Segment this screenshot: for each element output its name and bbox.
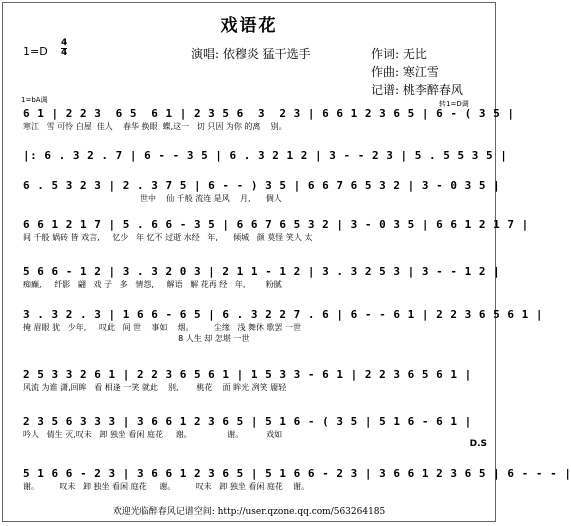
- score-page: [2, 2, 571, 522]
- score-line-8: [23, 415, 483, 440]
- time-signature: [61, 39, 67, 58]
- score-line-9: [23, 467, 571, 492]
- lyricist: 作词: 无比: [371, 47, 427, 61]
- key-signature: 1=D: [23, 45, 48, 58]
- performers: 演唱: 依穆炎 猛干选手: [191, 47, 311, 61]
- score-line-5: [23, 265, 501, 290]
- notes: 3 . 3 2 . 3 | 1 6 6 - 6 5 | 6 . 3 2 2 7 . 6 | 6 - - 6 1 | 2 2 3 6 5 6 1 |: [23, 308, 543, 321]
- lyrics: 寒江 雪 可怜 白屋 佳人 春华 换眼 蝶,这一 切 只因 为你 的离 别。: [23, 122, 287, 131]
- notes: 6 1 | 2 2 3 6 5 6 1 | 2 3 5 6 3 2 3 | 6 6 1 2 3 6 5 | 6 - ( 3 5 |: [23, 107, 515, 120]
- score-line-6: [23, 308, 543, 344]
- song-title: 戏语花: [220, 16, 278, 36]
- transcriber: 记谱: 桃李醉春风: [371, 83, 463, 97]
- notes: 6 6 1 2 1 7 | 5 . 6 6 - 3 5 | 6 6 7 6 5 3 2 | 3 - 0 3 5 | 6 6 1 2 1 7 |: [23, 218, 529, 231]
- score-line-3: [23, 179, 501, 204]
- composer: 作曲: 寒江雪: [371, 65, 439, 79]
- score-line-2: [23, 149, 508, 163]
- notes: 2 5 3 3 2 6 1 | 2 2 3 6 5 6 1 | 1 5 3 3 - 6 1 | 2 2 3 6 5 6 1 |: [23, 368, 472, 381]
- score-line-7: [23, 368, 483, 393]
- lyrics: 痴癫, 纤影 翩 戏 子 多 情怨, 解语 解 花再 经 年, 粉腻: [23, 280, 282, 289]
- notes: 2 3 5 6 3 3 3 | 3 6 6 1 2 3 6 5 | 5 1 6 - ( 3 5 | 5 1 6 - 6 1 |: [23, 415, 472, 428]
- notes: |: 6 . 3 2 . 7 | 6 - - 3 5 | 6 . 3 2 1 2 | 3 - - 2 3 | 5 . 5 5 3 5 |: [23, 149, 508, 162]
- score-line-1: [23, 107, 515, 132]
- key-change-mark-2: 转1=D调: [439, 100, 469, 108]
- footer-url: 欢迎光临醉春风记谱空间: http://user.qzone.qq.com/563264185: [112, 507, 386, 517]
- ds-mark: D.S: [469, 439, 487, 449]
- notes: 6 . 5 3 2 3 | 2 . 3 7 5 | 6 - - ) 3 5 | 6 6 7 6 5 3 2 | 3 - 0 3 5 |: [23, 179, 501, 192]
- lyrics: 风流 为谁 潇,回眸 看 相逢 一笑 就此 别, 桃花 面 眸光 冽笑 靥轻: [23, 383, 287, 392]
- lyrics: 世中 仙 千般 流连 是风 月, 倜人: [23, 194, 282, 203]
- score-line-4: [23, 218, 529, 243]
- notes: 5 1 6 6 - 2 3 | 3 6 6 1 2 3 6 5 | 5 1 6 6 - 2 3 | 3 6 6 1 2 3 6 5 | 6 - - - |: [23, 467, 571, 480]
- lyrics: 谢。 叹未 卸 独坐 看闲 庭花 谢。 叹未 卸 独坐 看闲 庭花 谢。: [23, 482, 310, 491]
- meter-top: 4: [61, 38, 68, 48]
- lyrics: 间 千般 娲砖 皆 戏言, 忆少 年 忆不 过逝 水经 年, 倾城 颜 莫怪 笑人 太: [23, 233, 313, 242]
- key-change-mark: 1=bA调: [21, 96, 48, 104]
- lyrics: 吟人 倩生 灭,叹未 卸 独坐 看闲 庭花 谢。 谢。 戏如: [23, 430, 283, 439]
- meter-bottom: 4: [61, 48, 68, 58]
- notes: 5 6 6 - 1 2 | 3 . 3 2 0 3 | 2 1 1 - 1 2 | 3 . 3 2 5 3 | 3 - - 1 2 |: [23, 265, 501, 278]
- lyrics: 掩 眉眼 犹 少年, 叹此 间 世 事如 烟。 尘缘 浅 舞休 歌罢 一世: [23, 323, 302, 332]
- lyrics-second-verse: 8 人生 却 怎堪 一世: [23, 334, 250, 343]
